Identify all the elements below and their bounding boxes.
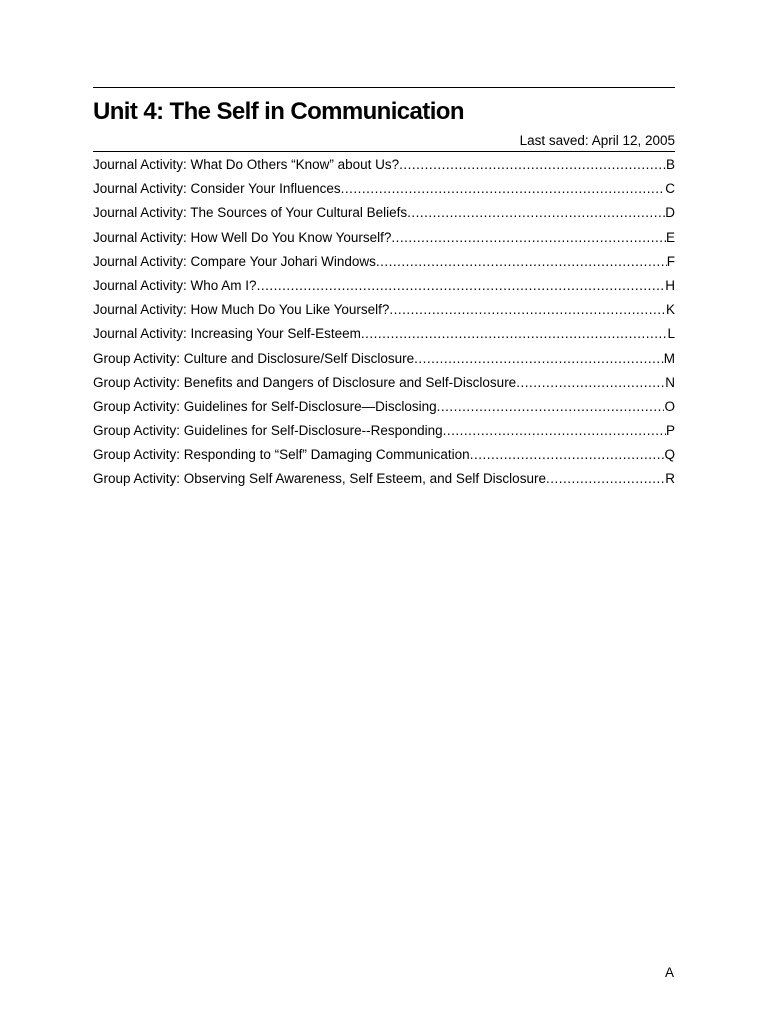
last-saved-date: Last saved: April 12, 2005 — [519, 133, 675, 148]
toc-dot-leader — [443, 419, 666, 443]
top-rule — [93, 87, 675, 88]
toc-entry-label: Journal Activity: Consider Your Influences — [93, 181, 341, 197]
toc-entry-page: D — [665, 205, 675, 221]
toc-dot-leader — [546, 467, 665, 491]
table-of-contents — [93, 153, 675, 492]
toc-dot-leader — [399, 153, 666, 177]
toc-entry-label: Group Activity: Responding to “Self” Damaging Communication — [93, 447, 470, 463]
toc-entry-label: Journal Activity: Increasing Your Self-Esteem — [93, 326, 361, 342]
toc-entry-page: H — [665, 277, 675, 293]
toc-entry-page: K — [665, 302, 675, 318]
toc-dot-leader — [407, 201, 665, 225]
toc-entry[interactable] — [93, 226, 675, 250]
page-title: Unit 4: The Self in Communication — [93, 98, 464, 125]
toc-dot-leader — [257, 274, 666, 298]
toc-entry-label: Journal Activity: How Much Do You Like Yourself? — [93, 302, 390, 318]
toc-entry-page: E — [665, 229, 675, 245]
toc-dot-leader — [376, 250, 667, 274]
toc-entry-label: Journal Activity: Who Am I? — [93, 277, 257, 293]
toc-entry-label: Group Activity: Observing Self Awareness, Self Esteem, and Self Disclosure — [93, 471, 546, 487]
toc-entry[interactable] — [93, 274, 675, 298]
toc-entry[interactable] — [93, 419, 675, 443]
toc-entry-label: Group Activity: Culture and Disclosure/Self Disclosure — [93, 350, 415, 366]
toc-entry-page: R — [665, 471, 675, 487]
toc-entry[interactable] — [93, 467, 675, 491]
toc-entry-label: Journal Activity: Compare Your Johari Windows — [93, 253, 376, 269]
toc-dot-leader — [516, 371, 665, 395]
toc-entry-page: L — [667, 326, 675, 342]
toc-dot-leader — [341, 177, 666, 201]
toc-entry-page: P — [665, 423, 675, 439]
toc-dot-leader — [470, 443, 665, 467]
toc-entry[interactable] — [93, 250, 675, 274]
toc-entry-label: Group Activity: Benefits and Dangers of Disclosure and Self-Disclosure — [93, 374, 517, 390]
toc-entry[interactable] — [93, 322, 675, 346]
toc-entry-label: Journal Activity: The Sources of Your Cultural Beliefs — [93, 205, 408, 221]
toc-entry-page: M — [663, 350, 675, 366]
toc-dot-leader — [361, 322, 668, 346]
toc-entry-page: F — [666, 253, 675, 269]
page-number: A — [665, 965, 675, 980]
toc-entry-label: Journal Activity: How Well Do You Know Yourself? — [93, 229, 392, 245]
toc-entry-page: O — [664, 398, 675, 414]
toc-dot-leader — [389, 298, 666, 322]
toc-entry-label: Group Activity: Guidelines for Self-Disclosure--Responding — [93, 423, 443, 439]
toc-entry-label: Journal Activity: What Do Others “Know” about Us? — [93, 157, 400, 172]
toc-entry[interactable] — [93, 443, 675, 467]
toc-entry-page: Q — [664, 447, 675, 463]
toc-dot-leader — [414, 347, 664, 371]
toc-entry-page: B — [665, 157, 675, 172]
title-underline-rule — [93, 151, 675, 152]
toc-entry[interactable] — [93, 298, 675, 322]
toc-entry[interactable] — [93, 153, 675, 177]
toc-entry-page: N — [665, 374, 675, 390]
toc-entry[interactable] — [93, 347, 675, 371]
toc-entry[interactable] — [93, 371, 675, 395]
toc-dot-leader — [437, 395, 665, 419]
toc-entry-page: C — [665, 181, 675, 197]
toc-entry[interactable] — [93, 177, 675, 201]
toc-entry[interactable] — [93, 395, 675, 419]
toc-dot-leader — [391, 226, 666, 250]
toc-entry-label: Group Activity: Guidelines for Self-Disclosure—Disclosing — [93, 398, 437, 414]
toc-entry[interactable] — [93, 201, 675, 225]
